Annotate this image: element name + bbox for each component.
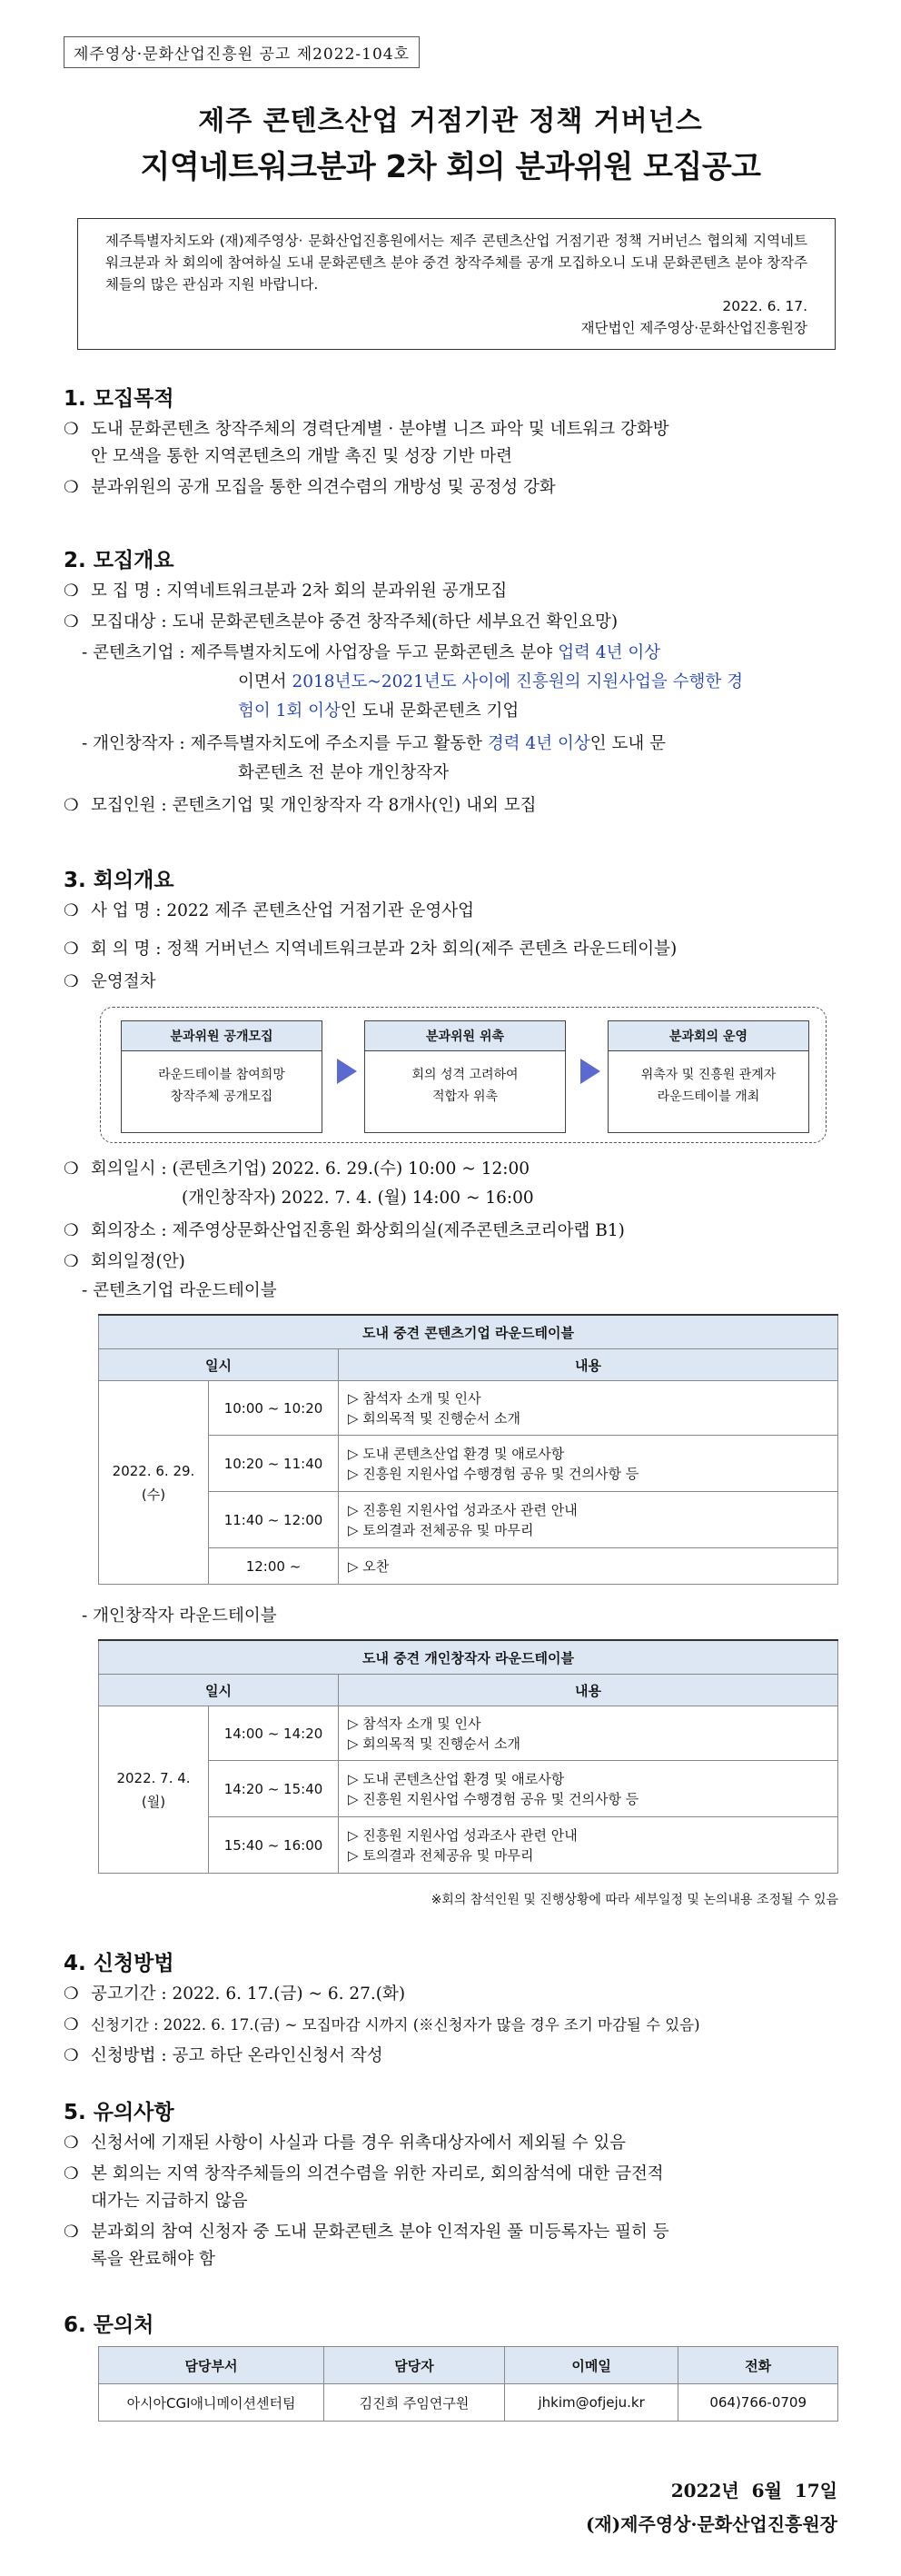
table-row	[99, 1761, 838, 1817]
s2-corp-highlight-2: 2018년도~2021년도 사이에 진흥원의 지원사업을 수행한 경	[292, 672, 743, 691]
time-cell: 15:40 ~ 16:00	[209, 1817, 339, 1874]
section-4-title: 4. 신청방법	[64, 1952, 174, 1975]
flow-step-3	[608, 1020, 809, 1133]
ind-schedule-table	[98, 1639, 838, 1874]
s4-apply-text: 신청기간 : 2022. 6. 17.(금) ~ 모집마감 시까지 (※신청자가 많을 경우 조기 마감될 수 있음)	[91, 2016, 700, 2034]
footer-org: (재)제주영상·문화산업진흥원장	[585, 2513, 837, 2535]
s4-period	[64, 1981, 863, 2008]
s2-ind-text: - 개인창작자 : 제주특별자치도에 주소지를 두고 활동한	[82, 734, 488, 753]
item-text: ▷ 진흥원 지원사업 수행경험 공유 및 건의사항 등	[348, 1465, 639, 1482]
bullet-icon: ❍	[64, 1159, 79, 1179]
s2-ind-line-2: 화콘텐츠 전 분야 개인창작자	[238, 763, 450, 782]
s3-date-text: 회의일시 : (콘텐츠기업) 2022. 6. 29.(수) 10:00 ~ 12:00	[91, 1159, 530, 1179]
th-phone: 전화	[678, 2347, 838, 2384]
flow-step-3-head: 분과회의 운영	[609, 1021, 808, 1051]
ind-table-label: - 개인창작자 라운드테이블	[82, 1606, 277, 1626]
s2-ind-text-2: 인 도내 문	[589, 734, 666, 753]
bullet-icon: ❍	[64, 2046, 79, 2065]
table-row	[99, 1817, 838, 1874]
flow-step-2-l1: 회의 성격 고려하여	[411, 1068, 519, 1082]
section-3-title: 3. 회의개요	[64, 869, 174, 892]
corp-date: 2022. 6. 29.	[112, 1462, 195, 1479]
bullet-icon: ❍	[64, 1252, 79, 1271]
flow-step-2	[364, 1020, 566, 1133]
section-2-title: 2. 모집개요	[64, 549, 174, 572]
th-contact-person: 담당자	[324, 2347, 505, 2384]
flow-step-1-head: 분과위원 공개모집	[122, 1021, 322, 1051]
intro-org: 재단법인 제주영상·문화산업진흥원장	[580, 320, 807, 336]
bullet-icon: ❍	[64, 582, 79, 601]
title-line-1: 제주 콘텐츠산업 거점기관 정책 거버넌스	[198, 105, 703, 137]
bullet-icon: ❍	[64, 940, 79, 959]
flow-step-2-head: 분과위원 위촉	[365, 1021, 565, 1051]
s2-count	[64, 792, 863, 820]
s5-note-3-text: 분과회의 참여 신청자 중 도내 문화콘텐츠 분야 인적자원 풀 미등록자는 필히 등	[91, 2223, 669, 2242]
th-date: 일시	[99, 1675, 339, 1706]
s3-place	[64, 1218, 863, 1245]
table-row	[99, 1436, 838, 1492]
item-text: ▷ 진흥원 지원사업 성과조사 관련 안내	[348, 1826, 578, 1844]
arrow-right-icon	[337, 1059, 357, 1084]
flow-step-3-l2: 라운드테이블 개최	[657, 1089, 760, 1104]
contact-person-value: 김진희 주임연구원	[324, 2384, 505, 2422]
time-cell: 10:00 ~ 10:20	[209, 1381, 339, 1436]
time-cell: 10:20 ~ 11:40	[209, 1436, 339, 1492]
s3-proc-text: 운영절차	[91, 972, 156, 991]
item-text: ▷ 오찬	[348, 1557, 390, 1575]
s3-sched-text: 회의일정(안)	[91, 1252, 185, 1271]
department-value: 아시아CGI애니메이션센터팀	[99, 2384, 324, 2422]
notice-number: 제주영상·문화산업진흥원 공고 제2022-104호	[64, 36, 420, 68]
bullet-icon: ❍	[64, 1221, 79, 1240]
s3-date	[64, 1156, 863, 1183]
item-text: ▷ 참석자 소개 및 인사	[348, 1389, 481, 1407]
s3-biz	[64, 898, 863, 925]
item-text: ▷ 진흥원 지원사업 수행경험 공유 및 건의사항 등	[348, 1790, 639, 1807]
ind-day: (월)	[141, 1793, 166, 1810]
corp-schedule-table	[98, 1314, 838, 1585]
section-1-title: 1. 모집목적	[64, 387, 174, 411]
s2-ind-highlight: 경력 4년 이상	[487, 734, 590, 753]
th-email: 이메일	[504, 2347, 678, 2384]
bullet-icon: ❍	[64, 796, 79, 815]
table-row	[99, 1492, 838, 1548]
table-row	[99, 2384, 838, 2422]
s1-item-1-text: 도내 문화콘텐츠 창작주체의 경력단계별 · 분야별 니즈 파악 및 네트워크 강화방	[91, 420, 669, 439]
table-row	[99, 1706, 838, 1761]
item-text: ▷ 참석자 소개 및 인사	[348, 1715, 481, 1732]
table-row	[99, 1381, 838, 1436]
intro-text: 제주특별자치도와 (재)제주영상· 문화산업진흥원에서는 제주 콘텐츠산업 거점기관 정책 거버넌스 협의체 지역네트워크분과 차 회의에 참여하실 도내 문화콘텐츠 분야 중견 창작주체를 공개 모집하오니 도내 문화콘텐츠 분야 창작주체들의 많은 관심과 지원 바랍니다.	[105, 233, 807, 293]
s3-meeting	[64, 936, 863, 963]
s2-target-text: 모집대상 : 도내 문화콘텐츠분야 중견 창작주체(하단 세부요건 확인요망)	[91, 612, 619, 632]
s3-biz-text: 사 업 명 : 2022 제주 콘텐츠산업 거점기관 운영사업	[91, 901, 475, 920]
item-text: ▷ 도내 콘텐츠산업 환경 및 애로사항	[348, 1770, 565, 1787]
s5-note-2-text: 본 회의는 지역 창작주체들의 의견수렴을 위한 자리로, 회의참석에 대한 금전적	[91, 2164, 664, 2183]
s2-name-text: 모 집 명 : 지역네트워크분과 2차 회의 분과위원 공개모집	[91, 582, 508, 601]
s1-item-1	[64, 416, 863, 443]
s5-note-2-cont: 대가는 지급하지 않음	[91, 2192, 248, 2211]
flow-step-1-l2: 창작주체 공개모집	[170, 1089, 273, 1104]
contact-table	[98, 2346, 838, 2422]
s5-note-1-text: 신청서에 기재된 사항이 사실과 다를 경우 위촉대상자에서 제외될 수 있음	[91, 2133, 627, 2153]
corp-date-cell	[99, 1381, 209, 1585]
s5-note-3-cont: 록을 완료해야 함	[91, 2250, 215, 2269]
s4-apply	[64, 2012, 863, 2039]
process-flow	[100, 1007, 827, 1143]
s2-corp-text: - 콘텐츠기업 : 제주특별자치도에 사업장을 두고 문화콘텐츠 분야	[82, 643, 559, 662]
item-text: ▷ 도내 콘텐츠산업 환경 및 애로사항	[348, 1445, 565, 1462]
s1-item-1-cont: 안 모색을 통한 지역콘텐츠의 개발 촉진 및 성장 기반 마련	[91, 447, 512, 466]
s5-note-3	[64, 2219, 863, 2246]
th-date: 일시	[99, 1349, 339, 1381]
s4-method-text: 신청방법 : 공고 하단 온라인신청서 작성	[91, 2046, 383, 2065]
s2-target	[64, 609, 863, 636]
arrow-right-icon	[580, 1059, 600, 1084]
time-cell: 14:00 ~ 14:20	[209, 1706, 339, 1761]
ind-date-cell	[99, 1706, 209, 1874]
s2-ind-line-1	[82, 731, 863, 758]
bullet-icon: ❍	[64, 1984, 79, 2004]
s5-note-2	[64, 2161, 863, 2188]
s2-count-text: 모집인원 : 콘텐츠기업 및 개인창작자 각 8개사(인) 내외 모집	[91, 796, 537, 815]
bullet-icon: ❍	[64, 2164, 79, 2183]
flow-step-1-l1: 라운드테이블 참여희망	[158, 1068, 285, 1082]
item-text: ▷ 토의결과 전체공유 및 마무리	[348, 1521, 534, 1538]
s2-corp-text-3: 인 도내 문화콘텐츠 기업	[340, 701, 520, 721]
flow-step-2-l2: 적합자 위촉	[431, 1089, 499, 1104]
s4-period-text: 공고기간 : 2022. 6. 17.(금) ~ 6. 27.(화)	[91, 1984, 406, 2004]
time-cell: 14:20 ~ 15:40	[209, 1761, 339, 1817]
s4-method	[64, 2043, 863, 2070]
s1-item-2	[64, 474, 863, 502]
bullet-icon: ❍	[64, 420, 79, 439]
s3-place-text: 회의장소 : 제주영상문화산업진흥원 화상회의실(제주콘텐츠코리아랩 B1)	[91, 1221, 625, 1240]
footer-date: 2022년 6월 17일	[670, 2480, 837, 2501]
item-text: ▷ 진흥원 지원사업 성과조사 관련 안내	[348, 1501, 578, 1518]
intro-box	[77, 218, 836, 350]
s2-corp-line-3	[238, 698, 865, 725]
ind-date: 2022. 7. 4.	[116, 1769, 191, 1786]
item-text: ▷ 토의결과 전체공유 및 마무리	[348, 1846, 534, 1864]
bullet-icon: ❍	[64, 901, 79, 920]
schedule-note: ※회의 참석인원 및 진행상황에 따라 세부일정 및 논의내용 조정될 수 있음	[431, 1893, 838, 1907]
s3-date-2: (개인창작자) 2022. 7. 4. (월) 14:00 ~ 16:00	[182, 1189, 534, 1208]
bullet-icon: ❍	[64, 2015, 79, 2034]
s2-corp-text-2: 이면서	[238, 672, 292, 691]
item-text: ▷ 회의목적 및 진행순서 소개	[348, 1735, 520, 1752]
corp-table-label: - 콘텐츠기업 라운드테이블	[82, 1281, 277, 1300]
phone-value: 064)766-0709	[678, 2384, 838, 2422]
s3-sched	[64, 1248, 863, 1276]
email-value: jhkim@ofjeju.kr	[504, 2384, 678, 2422]
ind-table-caption: 도내 중견 개인창작자 라운드테이블	[99, 1640, 838, 1675]
th-content: 내용	[339, 1675, 838, 1706]
th-department: 담당부서	[99, 2347, 324, 2384]
s2-corp-line-1	[82, 640, 863, 667]
time-cell: 11:40 ~ 12:00	[209, 1492, 339, 1548]
th-content: 내용	[339, 1349, 838, 1381]
s3-meeting-text: 회 의 명 : 정책 거버넌스 지역네트워크분과 2차 회의(제주 콘텐츠 라운드테이블)	[91, 940, 678, 959]
time-cell: 12:00 ~	[209, 1548, 339, 1585]
s2-corp-line-2	[238, 669, 865, 696]
s3-proc	[64, 969, 863, 996]
s2-corp-highlight: 업력 4년 이상	[558, 643, 661, 662]
flow-step-1	[121, 1020, 322, 1133]
item-text: ▷ 회의목적 및 진행순서 소개	[348, 1409, 520, 1427]
s2-name	[64, 578, 863, 605]
s1-item-2-text: 분과위원의 공개 모집을 통한 의견수렴의 개방성 및 공정성 강화	[91, 478, 556, 497]
s2-corp-highlight-3: 험이 1회 이상	[238, 701, 341, 721]
corp-day: (수)	[141, 1486, 166, 1503]
s5-note-1	[64, 2130, 863, 2157]
bullet-icon: ❍	[64, 478, 79, 497]
intro-date: 2022. 6. 17.	[722, 298, 807, 314]
flow-step-3-l1: 위촉자 및 진흥원 관계자	[640, 1068, 777, 1082]
section-6-title: 6. 문의처	[64, 2313, 154, 2337]
bullet-icon: ❍	[64, 972, 79, 991]
bullet-icon: ❍	[64, 2133, 79, 2153]
bullet-icon: ❍	[64, 2223, 79, 2242]
section-5-title: 5. 유의사항	[64, 2101, 174, 2124]
corp-table-caption: 도내 중견 콘텐츠기업 라운드테이블	[99, 1315, 838, 1349]
bullet-icon: ❍	[64, 612, 79, 632]
table-row	[99, 1548, 838, 1585]
title-line-2: 지역네트워크분과 2차 회의 분과위원 모집공고	[140, 149, 761, 185]
